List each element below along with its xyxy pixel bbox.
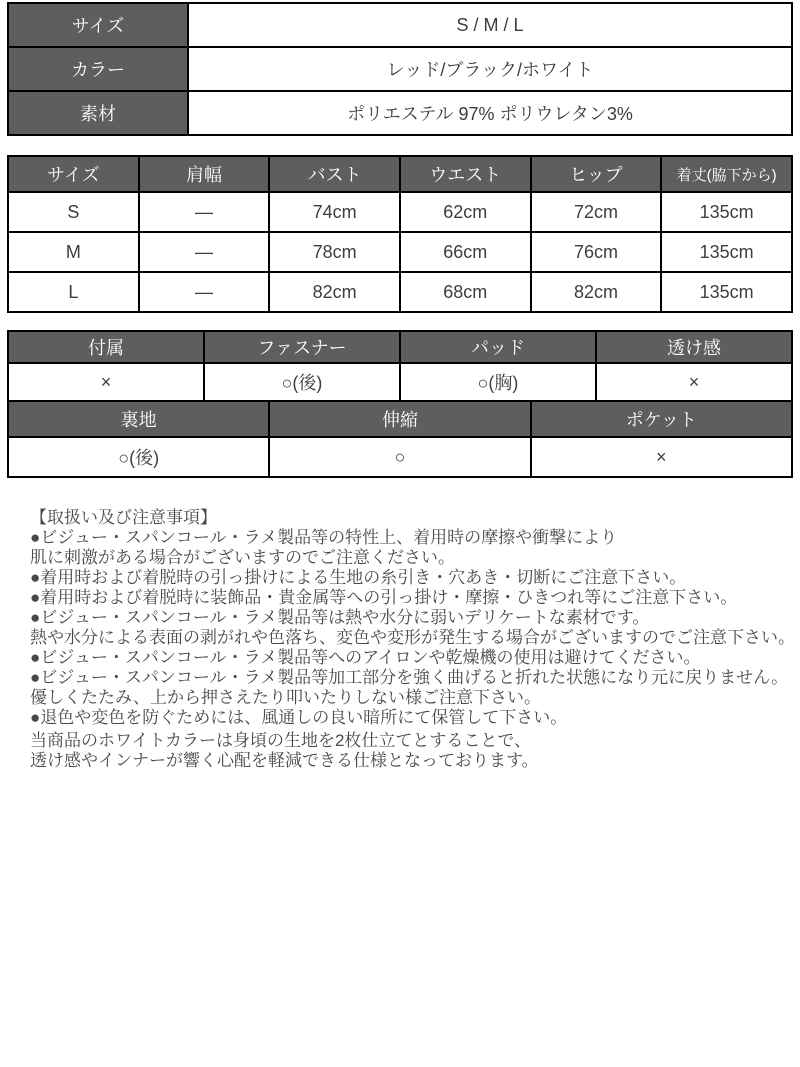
size-row-l (8, 272, 792, 312)
size-cell: 82cm (269, 272, 400, 312)
care-notes-title: 【取扱い及び注意事項】 (30, 508, 217, 527)
feature-value: ○(後) (204, 363, 400, 401)
care-note-line: ●着用時および着脱時の引っ掛けによる生地の糸引き・穴あき・切断にご注意下さい。 (30, 568, 687, 587)
size-cell: ― (139, 192, 270, 232)
size-row-s (8, 192, 792, 232)
care-note-line: 肌に刺激がある場合がございますのでご注意ください。 (30, 548, 455, 567)
size-row-m (8, 232, 792, 272)
size-col-header: 肩幅 (139, 156, 270, 192)
spec-value-color: レッド/ブラック/ホワイト (188, 47, 792, 91)
size-measurements-table (7, 155, 793, 313)
feature-header: ポケット (531, 401, 792, 437)
white-color-note-line: 当商品のホワイトカラーは身頃の生地を2枚仕立てとすることで、 (30, 731, 532, 750)
care-note-line: 優しくたたみ、上から押さえたり叩いたりしない様ご注意下さい。 (30, 688, 542, 707)
size-cell: S (8, 192, 139, 232)
feature-table (7, 330, 793, 478)
size-cell: M (8, 232, 139, 272)
feature-header: ファスナー (204, 331, 400, 363)
care-note-line: ●ビジュー・スパンコール・ラメ製品等へのアイロンや乾燥機の使用は避けてください。 (30, 648, 701, 667)
spec-row-color (8, 47, 792, 91)
spec-label-material: 素材 (8, 91, 188, 135)
feature-value: × (531, 437, 792, 477)
feature-header: 伸縮 (269, 401, 530, 437)
size-col-header: ヒップ (531, 156, 662, 192)
care-note-line: ●退色や変色を防ぐためには、風通しの良い暗所にて保管して下さい。 (30, 708, 568, 727)
feature-value-row-1 (8, 363, 792, 401)
feature-value: ○(胸) (400, 363, 596, 401)
care-note-line: ●着用時および着脱時に装飾品・貴金属等への引っ掛け・摩擦・ひきつれ等にご注意下さい。 (30, 588, 738, 607)
feature-header: 透け感 (596, 331, 792, 363)
care-note-line: ●ビジュー・スパンコール・ラメ製品等加工部分を強く曲げると折れた状態になり元に戻りません。 (30, 668, 789, 687)
size-cell: L (8, 272, 139, 312)
feature-header: パッド (400, 331, 596, 363)
care-note-line: ●ビジュー・スパンコール・ラメ製品等の特性上、着用時の摩擦や衝撃により (30, 528, 618, 547)
size-col-header: サイズ (8, 156, 139, 192)
white-color-note-line: 透け感やインナーが響く心配を軽減できる仕様となっております。 (30, 751, 539, 770)
spec-label-color: カラー (8, 47, 188, 91)
size-cell: 135cm (661, 232, 792, 272)
feature-value: × (596, 363, 792, 401)
product-summary-table (7, 2, 793, 136)
size-cell: 82cm (531, 272, 662, 312)
feature-header: 付属 (8, 331, 204, 363)
spec-label-size: サイズ (8, 3, 188, 47)
size-col-header: 着丈(脇下から) (661, 156, 792, 192)
size-cell: 72cm (531, 192, 662, 232)
feature-value-row-2 (8, 437, 792, 477)
care-note-line: ●ビジュー・スパンコール・ラメ製品等は熱や水分に弱いデリケートな素材です。 (30, 608, 650, 627)
size-cell: 62cm (400, 192, 531, 232)
spec-row-material (8, 91, 792, 135)
care-notes (30, 508, 795, 728)
size-cell: 76cm (531, 232, 662, 272)
size-cell: 78cm (269, 232, 400, 272)
size-cell: 135cm (661, 272, 792, 312)
spec-row-size (8, 3, 792, 47)
feature-header: 裏地 (8, 401, 269, 437)
size-cell: 135cm (661, 192, 792, 232)
size-col-header: ウエスト (400, 156, 531, 192)
size-cell: 74cm (269, 192, 400, 232)
feature-header-row-2 (8, 401, 792, 437)
size-col-header: バスト (269, 156, 400, 192)
size-header-row (8, 156, 792, 192)
size-cell: 66cm (400, 232, 531, 272)
white-color-note (30, 731, 539, 771)
care-note-line: 熱や水分による表面の剥がれや色落ち、変色や変形が発生する場合がございますのでご注意下さい。 (30, 628, 795, 647)
feature-value: ○ (269, 437, 530, 477)
spec-value-size: S / M / L (188, 3, 792, 47)
size-cell: ― (139, 272, 270, 312)
size-cell: 68cm (400, 272, 531, 312)
size-cell: ― (139, 232, 270, 272)
feature-header-row-1 (8, 331, 792, 363)
spec-value-material: ポリエステル 97% ポリウレタン3% (188, 91, 792, 135)
feature-value: × (8, 363, 204, 401)
feature-value: ○(後) (8, 437, 269, 477)
